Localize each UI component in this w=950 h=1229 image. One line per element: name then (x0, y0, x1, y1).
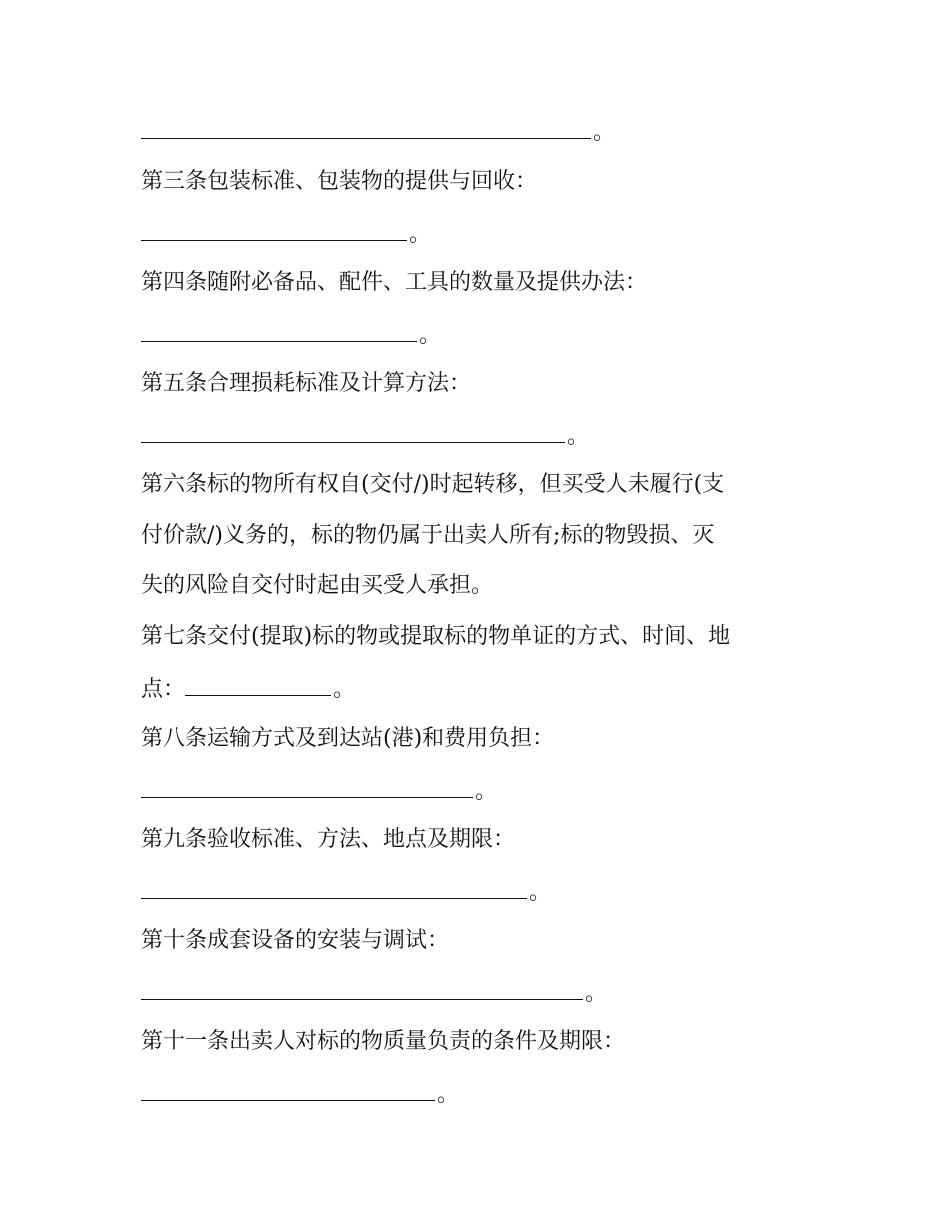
article-9-blank-line (141, 876, 551, 908)
article-3-blank-line (141, 218, 431, 250)
fill-in-blank (185, 673, 331, 696)
fill-in-blank (141, 775, 473, 798)
period: 。 (333, 677, 356, 702)
period: 。 (529, 880, 552, 905)
article-5-blank-line (141, 420, 589, 452)
period: 。 (409, 222, 432, 247)
article-7-prefix: 点： (141, 677, 186, 702)
article-8-heading: 第八条运输方式及到达站(港)和费用负担： (141, 726, 555, 751)
article-10-blank-line (141, 977, 607, 1009)
period: 。 (437, 1082, 460, 1107)
period: 。 (585, 981, 608, 1006)
fill-in-blank (141, 1078, 435, 1101)
article-8-blank-line (141, 775, 497, 807)
period: 。 (567, 424, 590, 449)
article-4-heading: 第四条随附必备品、配件、工具的数量及提供办法： (141, 270, 648, 295)
article-6-line-1: 第六条标的物所有权自(交付/)时起转移，但买受人未履行(支 (141, 472, 725, 497)
article-5-heading: 第五条合理损耗标准及计算方法： (141, 371, 472, 396)
article-2-blank-line (141, 116, 615, 148)
fill-in-blank (141, 218, 407, 241)
fill-in-blank (141, 319, 417, 342)
fill-in-blank (141, 876, 527, 899)
period: 。 (475, 779, 498, 804)
fill-in-blank (141, 116, 591, 139)
article-10-heading: 第十条成套设备的安装与调试： (141, 928, 450, 953)
article-11-heading: 第十一条出卖人对标的物质量负责的条件及期限： (141, 1029, 626, 1054)
article-3-heading: 第三条包装标准、包装物的提供与回收： (141, 169, 538, 194)
article-7-line-2 (141, 673, 355, 705)
fill-in-blank (141, 977, 583, 1000)
article-6-line-2: 付价款/)义务的，标的物仍属于出卖人所有;标的物毁损、灭 (141, 523, 715, 548)
article-4-blank-line (141, 319, 441, 351)
article-9-heading: 第九条验收标准、方法、地点及期限： (141, 827, 516, 852)
article-7-line-1: 第七条交付(提取)标的物或提取标的物单证的方式、时间、地 (141, 624, 731, 649)
fill-in-blank (141, 420, 565, 443)
period: 。 (593, 120, 616, 145)
article-11-blank-line (141, 1078, 459, 1110)
period: 。 (419, 323, 442, 348)
article-6-line-3: 失的风险自交付时起由买受人承担。 (141, 573, 494, 598)
